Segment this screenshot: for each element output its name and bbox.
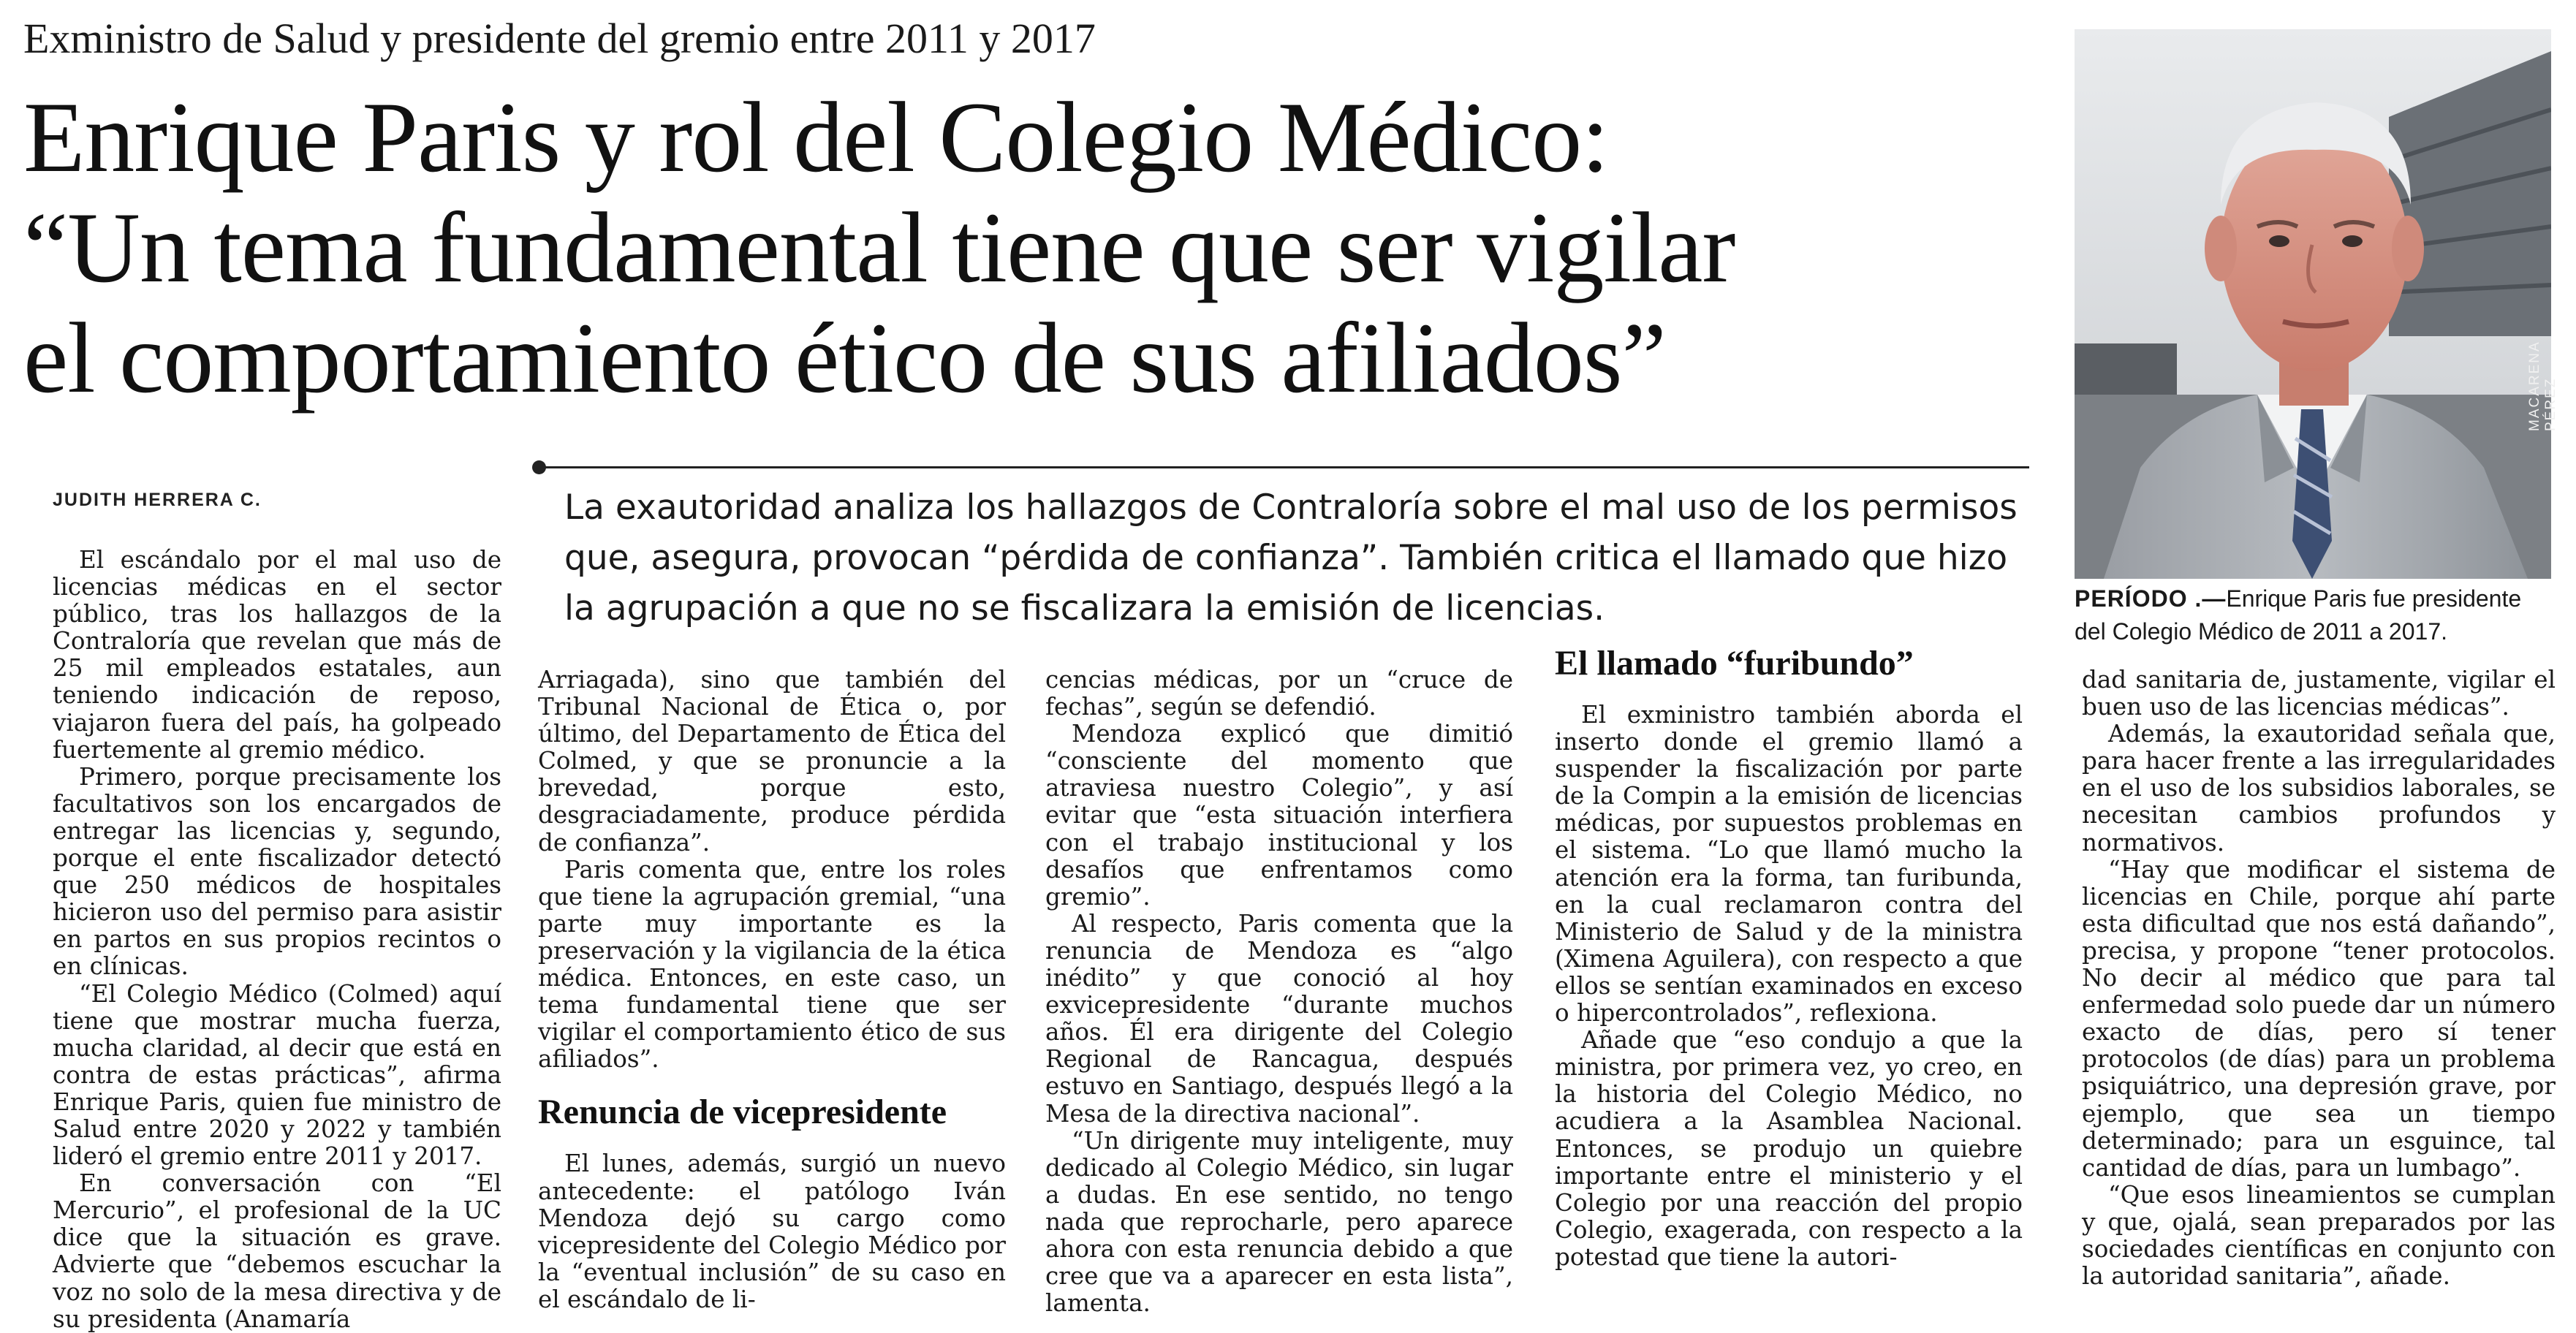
- paragraph: Además, la exautoridad señala que, para hacer frente a las irregularidades en el uso de los subsidios laborales, se necesitan cambios profundos y normativos.: [2082, 720, 2556, 857]
- paragraph: En conversación con “El Mercurio”, el profesional de la UC dice que la situación es grave. Advierte que “debemos escuchar la voz no solo de la mesa directiva y de su presidenta (Anamaría: [53, 1169, 501, 1333]
- caption-label: PERÍODO .—: [2075, 585, 2227, 612]
- paragraph: Al respecto, Paris comenta que la renuncia de Mendoza es “algo inédito” y que conoció al hoy exvicepresidente “durante muchos años. Él era dirigente del Colegio Regional de Rancagua, después estuvo en Santiago, después llegó a la Mesa de la directiva nacional”.: [1045, 909, 1513, 1128]
- paragraph: “Que esos lineamientos se cumplan y que, ojalá, sean preparados por las sociedades científicas en conjunto con la autoridad sanitaria”, añade.: [2082, 1180, 2556, 1291]
- paragraph: dad sanitaria de, justamente, vigilar el buen uso de las licencias médicas”.: [2082, 666, 2556, 721]
- lead-rule: [538, 466, 2029, 468]
- paragraph: “Un dirigente muy inteligente, muy dedicado al Colegio Médico, sin lugar a dudas. En ese sentido, no tengo nada que reprocharle, pero aparece ahora con esta renuncia debido a que cree que va a aparecer en esta lista”, lamenta.: [1045, 1126, 1513, 1318]
- headline-line-3: el comportamiento ético de sus afiliados”: [23, 302, 1666, 414]
- photo-caption: [2075, 582, 2557, 648]
- lead-paragraph: La exautoridad analiza los hallazgos de Contraloría sobre el mal uso de los permisos que, asegura, provocan “pérdida de confianza”. También critica el llamado que hizo la agrupación a que no se fiscalizara la emisión de licencias.: [564, 487, 2018, 628]
- paragraph: El lunes, además, surgió un nuevo antecedente: el patólogo Iván Mendoza dejó su cargo como vicepresidente del Colegio Médico por la “eventual inclusión” de su caso en el escándalo de li-: [538, 1150, 1006, 1313]
- paragraph: “Hay que modificar el sistema de licencias en Chile, porque ahí parte esta dificultad que nos está dañando”, precisa, y propone “tener protocolos. No decir al médico que para tal enfermedad solo puede dar un número exacto de días, pero sí tener protocolos (de días) para un problema psiquiátrico, una depresión grave, por ejemplo, que sea un tiempo determinado; para un esguince, tal cantidad de días, para un lumbago”.: [2082, 855, 2556, 1182]
- paragraph: Mendoza explicó que dimitió “consciente del momento que atraviesa nuestro Colegio”, y así evitar que “esta situación interfiera con el trabajo institucional y los desafíos que enfrentamos como gremio”.: [1045, 720, 1513, 911]
- caption-text: Enrique Paris fue presidente del Colegio Médico de 2011 a 2017.: [2075, 585, 2522, 645]
- headline-line-2: “Un tema fundamental tiene que ser vigilar: [23, 191, 1735, 303]
- paragraph: Primero, porque precisamente los facultativos son los encargados de entregar las licencias y, segundo, porque el ente fiscalizador detectó que 250 médicos de hospitales hicieron uso del permiso para asistir en partos en sus propios recintos o en clínicas.: [53, 762, 501, 981]
- paragraph: cencias médicas, por un “cruce de fechas”, según se defendió.: [1045, 666, 1513, 721]
- paragraph: Paris comenta que, entre los roles que tiene la agrupación gremial, “una parte muy importante es la preservación y la vigilancia de la ética médica. Entonces, en este caso, un tema fundamental tiene que ser vigilar el comportamiento ético de sus afiliados”.: [538, 855, 1006, 1074]
- portrait-photo: [2075, 29, 2551, 579]
- photo-credit: MACARENA PÉREZ: [2527, 341, 2558, 431]
- column-1: [53, 547, 501, 1333]
- column-3: [1045, 666, 1513, 1317]
- byline: JUDITH HERRERA C.: [53, 490, 262, 510]
- headline-line-1: Enrique Paris y rol del Colegio Médico:: [23, 81, 1609, 193]
- subheading-renuncia: Renuncia de vicepresidente: [538, 1093, 947, 1132]
- headline: [23, 82, 2056, 413]
- column-5: [2082, 666, 2556, 1290]
- paragraph: El escándalo por el mal uso de licencias médicas en el sector público, tras los hallazgos de la Contraloría que revelan que más de 25 mil empleados estatales, aun teniendo indicación de reposo, viajaron fuera del país, ha golpeado fuertemente al gremio médico.: [53, 546, 501, 764]
- paragraph: “El Colegio Médico (Colmed) aquí tiene que mostrar mucha fuerza, mucha claridad, al decir que está en contra de estas prácticas”, afirma Enrique Paris, quien fue ministro de Salud entre 2020 y 2022 y también lideró el gremio entre 2011 y 2017.: [53, 979, 501, 1171]
- portrait-illustration: [2075, 29, 2551, 579]
- paragraph: El exministro también aborda el inserto donde el gremio llamó a suspender la fiscalización por parte de la Compin a la emisión de licencias médicas, por supuestos problemas en el sistema. “Lo que llamó mucho la atención era la forma, tan furibunda, en la cual reclamaron contra del Ministerio de Salud y de la ministra (Ximena Aguilera), con respecto a que ellos se sentían examinados en exceso o hipercontrolados”, reflexiona.: [1555, 701, 2023, 1028]
- paragraph: Añade que “eso condujo a que la ministra, por primera vez, yo creo, en la historia del Colegio Médico, no acudiera a la Asamblea Nacional. Entonces, se produjo un quiebre importante entre el ministerio y el Colegio por una reacción del propio Colegio, exagerada, con respecto a la potestad que tiene la autori-: [1555, 1026, 2023, 1271]
- paragraph: Arriagada), sino que también del Tribunal Nacional de Ética o, por último, del Departamento de Ética del Colmed, y que se pronuncie a la brevedad, porque esto, desgraciadamente, produce pérdida de confianza”.: [538, 666, 1006, 857]
- column-4: [1555, 643, 2023, 1271]
- column-2: [538, 666, 1006, 1313]
- kicker: Exministro de Salud y presidente del gremio entre 2011 y 2017: [23, 15, 1096, 62]
- subheading-llamado: El llamado “furibundo”: [1555, 644, 1914, 683]
